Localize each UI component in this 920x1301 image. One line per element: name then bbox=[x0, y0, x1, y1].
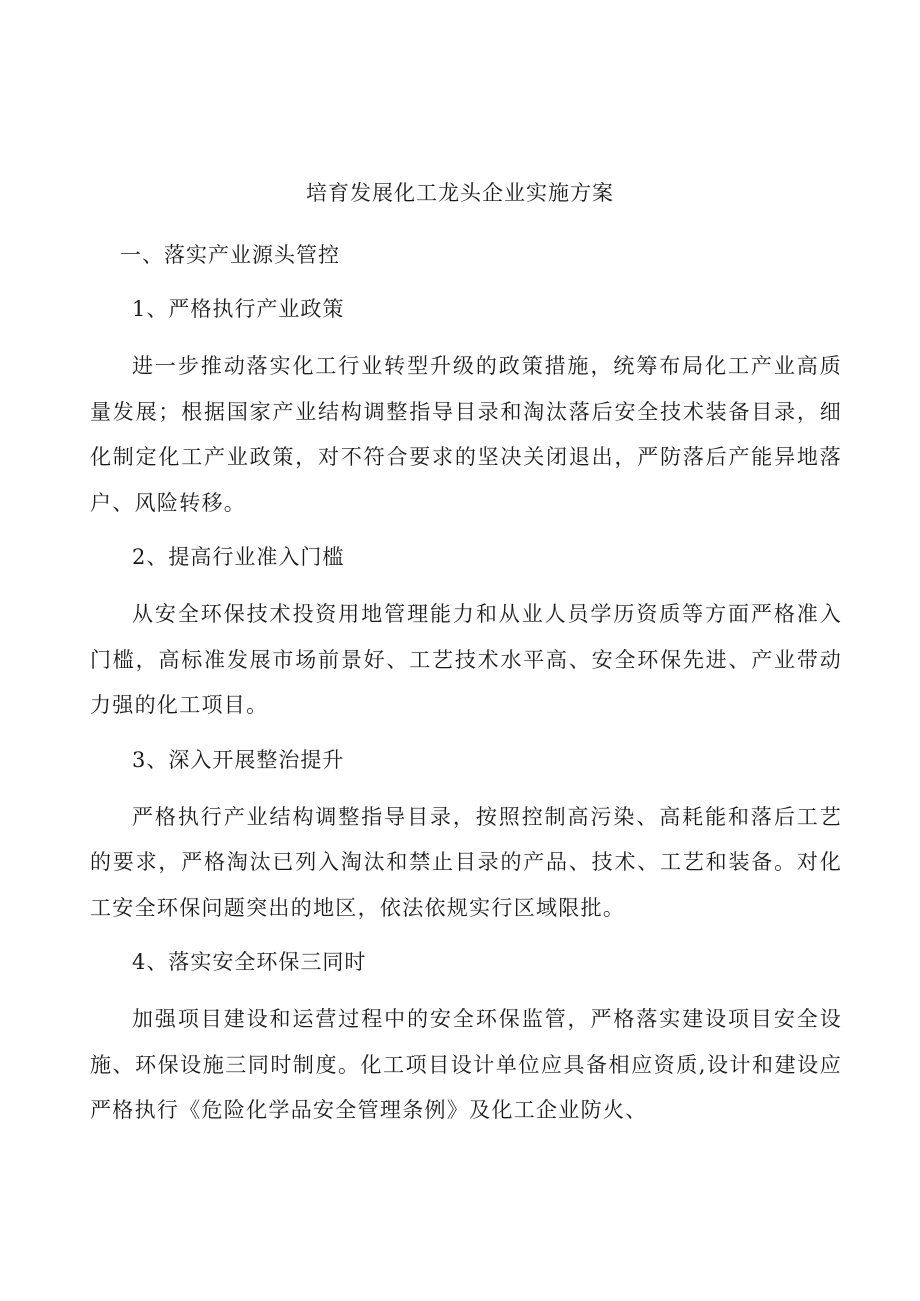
paragraph-3: 严格执行产业结构调整指导目录，按照控制高污染、高耗能和落后工艺的要求，严格淘汰已列入淘汰和禁止目录的产品、技术、工艺和装备。对化工安全环保问题突出的地区，依法依规实行区域限批。 bbox=[90, 804, 842, 920]
paragraph-4: 加强项目建设和运营过程中的安全环保监管，严格落实建设项目安全设施、环保设施三同时制度。化工项目设计单位应具备相应资质,设计和建设应严格执行《危险化学品安全管理条例》及化工企业防火、 bbox=[90, 1007, 842, 1122]
document-body bbox=[90, 236, 842, 1146]
subsection-heading-3: 3、深入开展整治提升 bbox=[132, 747, 345, 772]
subsection-heading-1: 1、严格执行产业政策 bbox=[132, 297, 345, 321]
section-heading: 一、落实产业源头管控 bbox=[120, 243, 340, 267]
paragraph-2: 从安全环保技术投资用地管理能力和从业人员学历资质等方面严格准入门槛，高标准发展市场前景好、工艺技术水平高、安全环保先进、产业带动力强的化工项目。 bbox=[90, 602, 842, 717]
paragraph-1: 进一步推动落实化工行业转型升级的政策措施，统筹布局化工产业高质量发展；根据国家产业结构调整指导目录和淘汰落后安全技术装备目录，细化制定化工产业政策，对不符合要求的坚决关闭退出，严防落后产能异地落户、风险转移。 bbox=[90, 354, 842, 515]
subsection-heading-2: 2、提高行业准入门槛 bbox=[132, 545, 345, 569]
document-title: 培育发展化工龙头企业实施方案 bbox=[306, 181, 614, 205]
subsection-heading-4: 4、落实安全环保三同时 bbox=[132, 950, 367, 974]
